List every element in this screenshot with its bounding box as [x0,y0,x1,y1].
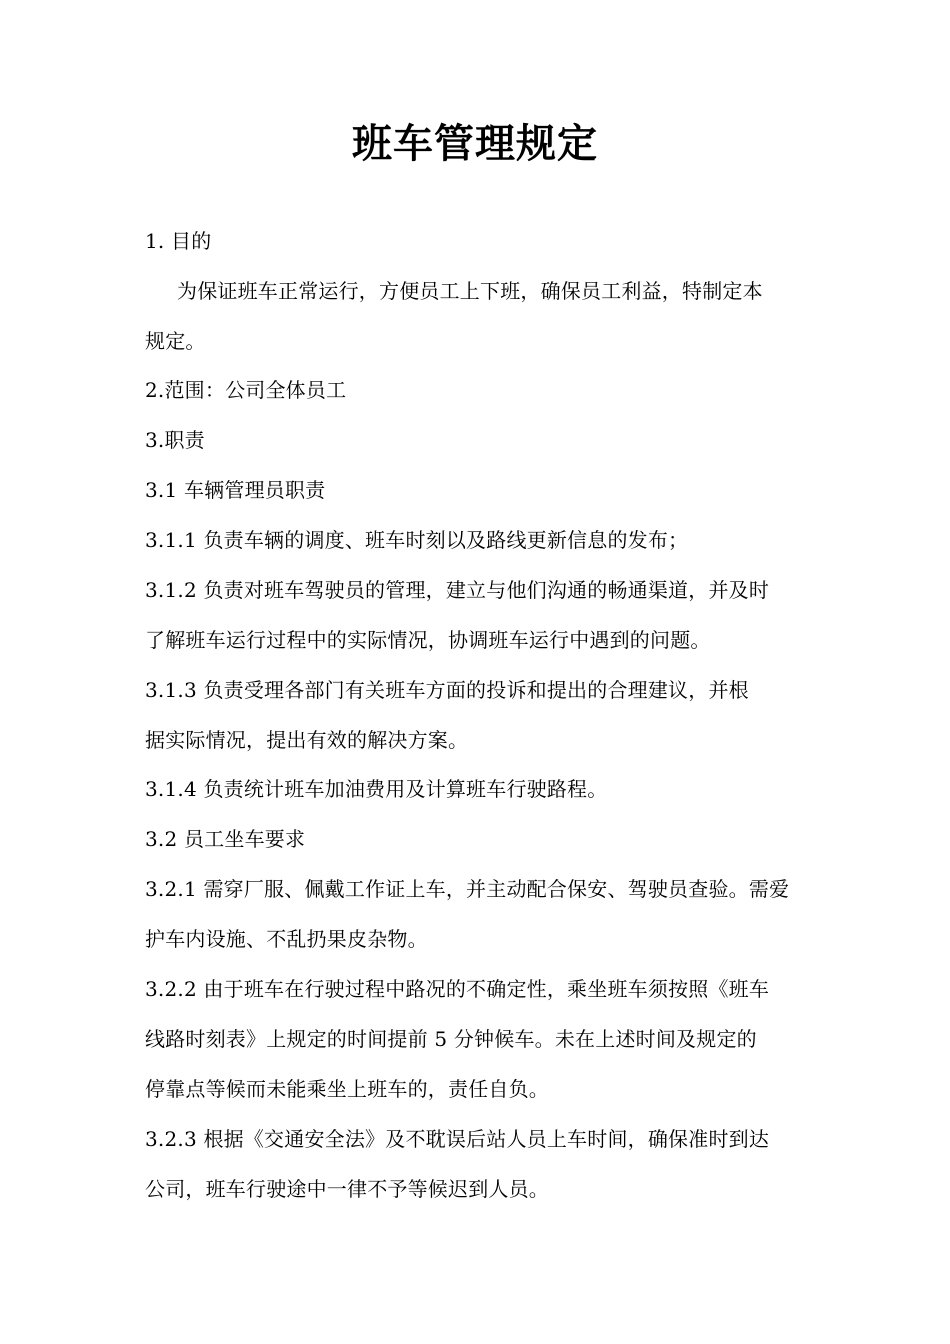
purpose-text-line-1: 为保证班车正常运行，方便员工上下班，确保员工利益，特制定本 [177,279,763,303]
heading-scope: 2.范围：公司全体员工 [145,378,347,402]
clause-3-2-3-line-1: 3.2.3 根据《交通安全法》及不耽误后站人员上车时间，确保准时到达 [145,1127,770,1151]
heading-purpose: 1. 目的 [145,229,212,253]
heading-vehicle-manager-duties: 3.1 车辆管理员职责 [145,478,326,502]
clause-3-2-1-line-2: 护车内设施、不乱扔果皮杂物。 [145,927,428,951]
clause-3-1-3-line-1: 3.1.3 负责受理各部门有关班车方面的投诉和提出的合理建议，并根 [145,678,749,702]
clause-3-1-2-line-1: 3.1.2 负责对班车驾驶员的管理，建立与他们沟通的畅通渠道，并及时 [145,578,770,602]
clause-3-1-3-line-2: 据实际情况，提出有效的解决方案。 [145,728,469,752]
clause-3-1-4: 3.1.4 负责统计班车加油费用及计算班车行驶路程。 [145,777,608,801]
clause-3-1-1: 3.1.1 负责车辆的调度、班车时刻以及路线更新信息的发布； [145,528,689,552]
clause-3-2-1-line-1: 3.2.1 需穿厂服、佩戴工作证上车，并主动配合保安、驾驶员查验。需爱 [145,877,790,901]
purpose-text-line-2: 规定。 [145,329,206,353]
clause-3-2-2-line-3: 停靠点等候而未能乘坐上班车的，责任自负。 [145,1077,549,1101]
heading-responsibilities: 3.职责 [145,428,205,452]
clause-3-2-3-line-2: 公司，班车行驶途中一律不予等候迟到人员。 [145,1177,549,1201]
clause-3-1-2-line-2: 了解班车运行过程中的实际情况，协调班车运行中遇到的问题。 [145,628,711,652]
document-title: 班车管理规定 [352,120,598,167]
clause-3-2-2-line-1: 3.2.2 由于班车在行驶过程中路况的不确定性，乘坐班车须按照《班车 [145,977,770,1001]
heading-employee-riding-requirements: 3.2 员工坐车要求 [145,827,306,851]
clause-3-2-2-line-2: 线路时刻表》上规定的时间提前 5 分钟候车。未在上述时间及规定的 [145,1027,757,1051]
